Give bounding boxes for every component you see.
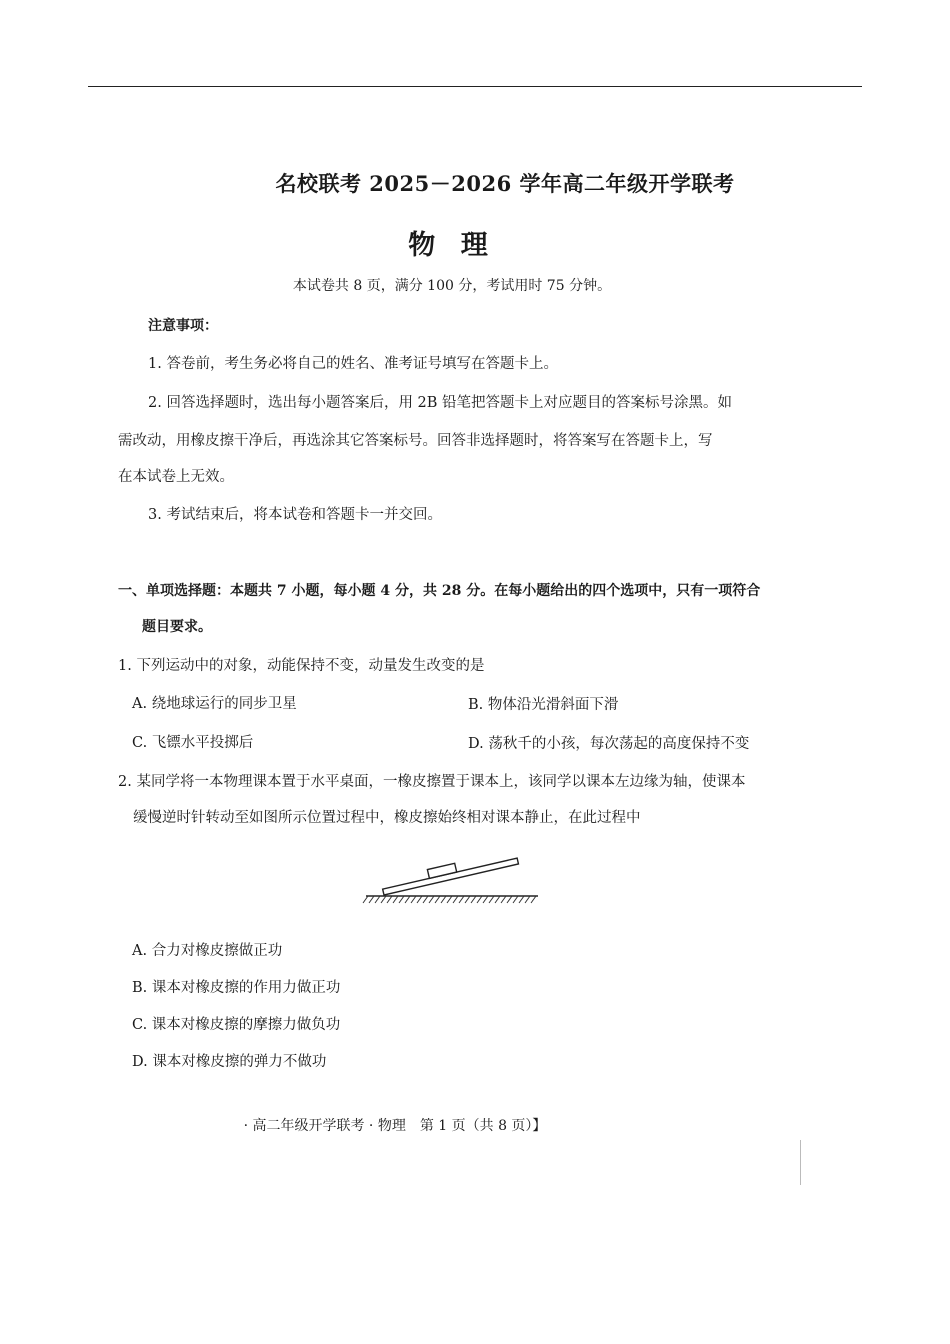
q1-stem: 1. 下列运动中的对象，动能保持不变，动量发生改变的是 bbox=[118, 658, 485, 674]
q2-stem-line-1: 2. 某同学将一本物理课本置于水平桌面，一橡皮擦置于课本上，该同学以课本左边缘为轴，使课本 bbox=[118, 774, 746, 790]
notice-item-3: 3. 考试结束后，将本试卷和答题卡一并交回。 bbox=[148, 507, 442, 523]
q1-option-b: B. 物体沿光滑斜面下滑 bbox=[468, 697, 619, 713]
top-rule bbox=[88, 86, 862, 87]
section-heading-line-2: 题目要求。 bbox=[142, 619, 212, 635]
section-heading-line-1: 一、单项选择题：本题共 7 小题，每小题 4 分，共 28 分。在每小题给出的四个选项中，只有一项符合 bbox=[118, 583, 761, 599]
q2-option-a: A. 合力对橡皮擦做正功 bbox=[132, 943, 283, 959]
q1-option-d: D. 荡秋千的小孩，每次荡起的高度保持不变 bbox=[468, 736, 750, 752]
page-edge-line bbox=[800, 1140, 801, 1185]
notice-item-2-line-1: 2. 回答选择题时，选出每小题答案后，用 2B 铅笔把答题卡上对应题目的答案标号涂黑。如 bbox=[148, 395, 733, 411]
subject-title: 物 理 bbox=[408, 230, 496, 261]
exam-title: 名校联考 2025－2026 学年高二年级开学联考 bbox=[275, 171, 735, 196]
q2-figure bbox=[360, 840, 550, 910]
q1-option-c: C. 飞镖水平投掷后 bbox=[132, 735, 254, 751]
q1-option-a: A. 绕地球运行的同步卫星 bbox=[132, 696, 297, 712]
q2-option-b: B. 课本对橡皮擦的作用力做正功 bbox=[132, 980, 341, 996]
notice-item-1: 1. 答卷前，考生务必将自己的姓名、准考证号填写在答题卡上。 bbox=[148, 356, 558, 372]
notice-heading: 注意事项： bbox=[148, 318, 218, 334]
notice-item-2-line-2: 需改动，用橡皮擦干净后，再选涂其它答案标号。回答非选择题时，将答案写在答题卡上，写 bbox=[118, 433, 713, 449]
q2-stem-line-2: 缓慢逆时针转动至如图所示位置过程中，橡皮擦始终相对课本静止，在此过程中 bbox=[133, 810, 641, 826]
page-footer: · 高二年级开学联考 · 物理 第 1 页（共 8 页）】 bbox=[243, 1118, 547, 1134]
q2-option-c: C. 课本对橡皮擦的摩擦力做负功 bbox=[132, 1017, 341, 1033]
table-surface bbox=[363, 896, 538, 903]
tilted-book bbox=[381, 849, 519, 895]
notice-item-2-line-3: 在本试卷上无效。 bbox=[118, 469, 234, 485]
exam-info: 本试卷共 8 页，满分 100 分，考试用时 75 分钟。 bbox=[292, 278, 612, 294]
q2-option-d: D. 课本对橡皮擦的弹力不做功 bbox=[132, 1054, 327, 1070]
